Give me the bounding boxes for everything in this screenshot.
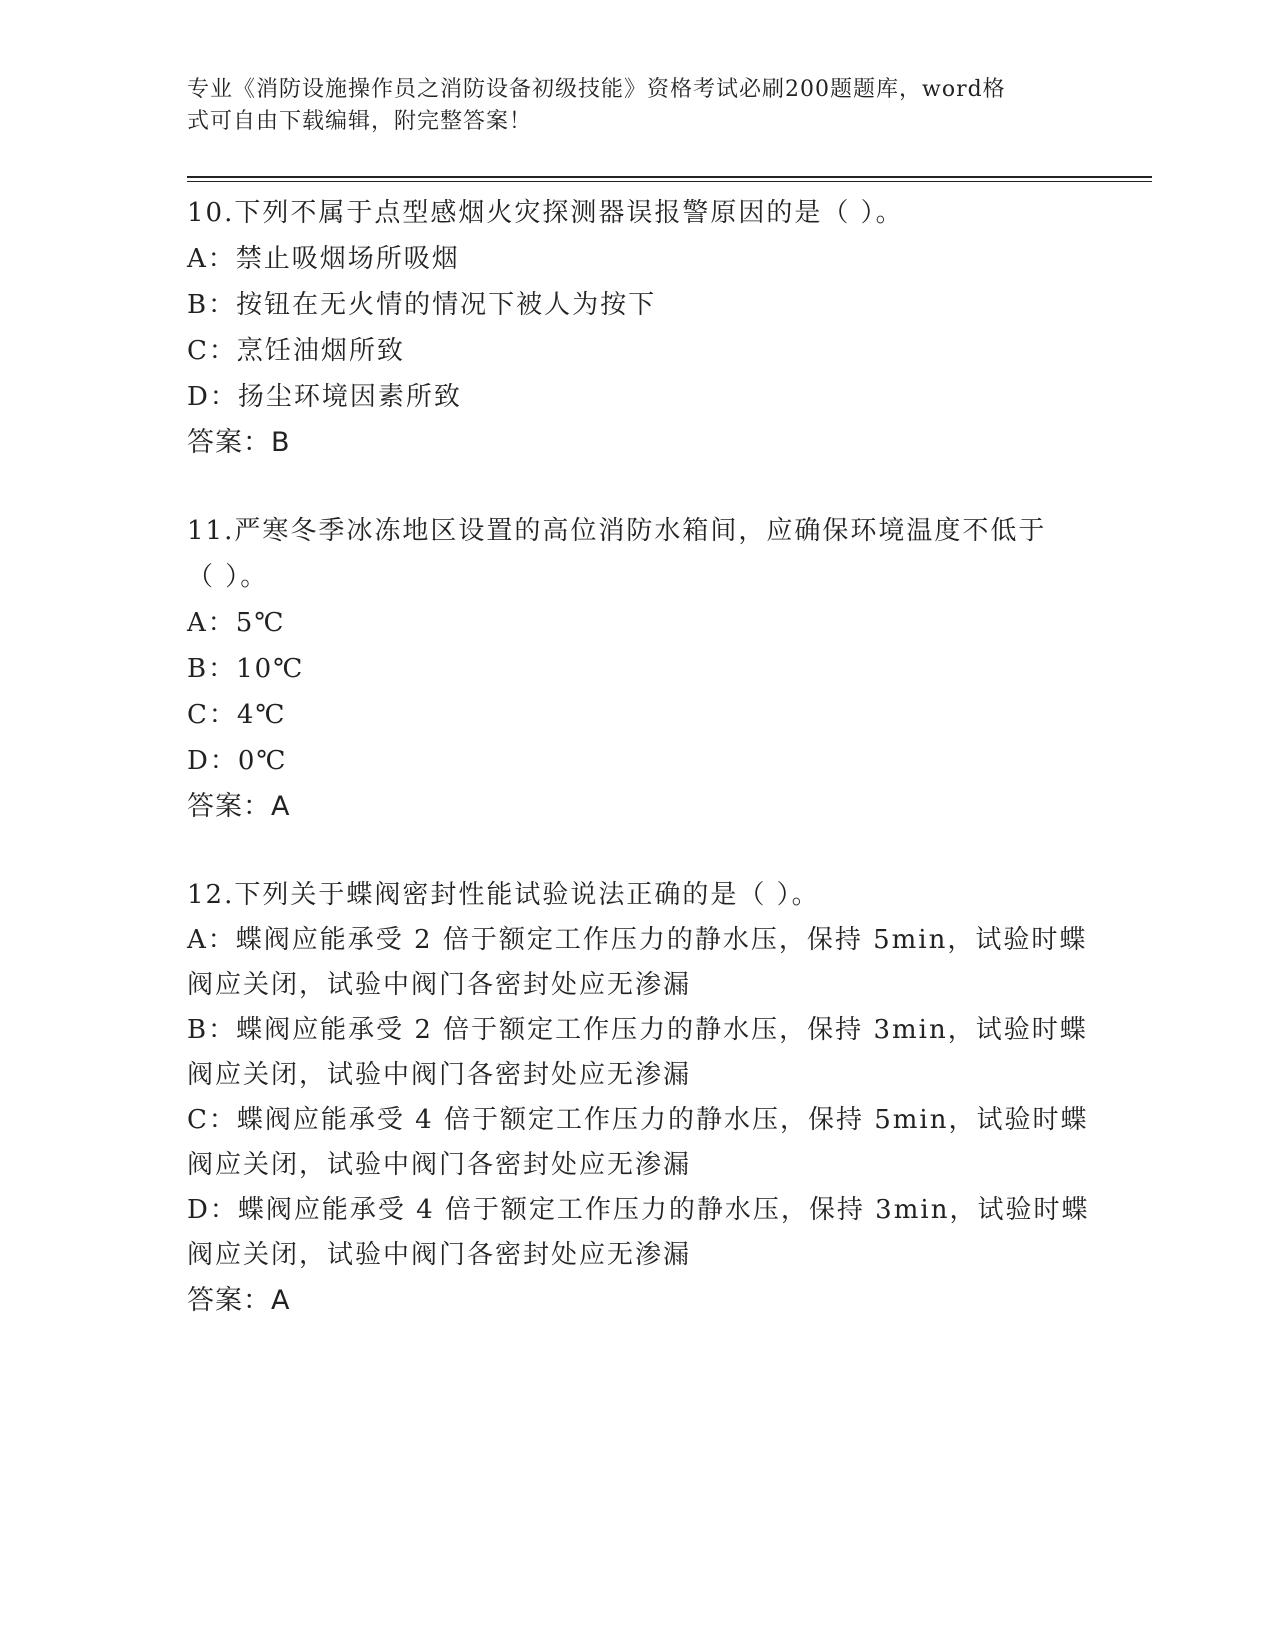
header-divider-thick	[187, 176, 1152, 178]
question-10	[187, 190, 1087, 466]
option-b: B：蝶阀应能承受 2 倍于额定工作压力的静水压，保持 3min，试验时蝶	[187, 1015, 1088, 1045]
header-line-1: 专业《消防设施操作员之消防设备初级技能》资格考试必刷200题题库，word格	[187, 77, 1006, 102]
option-c: C：蝶阀应能承受 4 倍于额定工作压力的静水压，保持 5min，试验时蝶	[187, 1105, 1089, 1135]
answer-line: 答案：B	[187, 427, 291, 458]
question-stem: 10.下列不属于点型感烟火灾探测器误报警原因的是（ ）。	[187, 198, 904, 228]
answer-line: 答案：A	[187, 1285, 291, 1316]
option-a: A：5℃	[187, 608, 286, 638]
header-divider-thin	[187, 181, 1152, 182]
option-d: D：蝶阀应能承受 4 倍于额定工作压力的静水压，保持 3min，试验时蝶	[187, 1195, 1090, 1225]
option-d: D：扬尘环境因素所致	[187, 382, 462, 412]
option-b: B：按钮在无火情的情况下被人为按下	[187, 290, 657, 320]
document-header	[187, 74, 1067, 138]
question-11	[187, 508, 1087, 830]
question-spacer	[187, 466, 1087, 508]
answer-line: 答案：A	[187, 791, 291, 822]
question-stem: 12.下列关于蝶阀密封性能试验说法正确的是（ ）。	[187, 880, 820, 910]
option-d: D：0℃	[187, 746, 288, 776]
option-a-continued: 阀应关闭，试验中阀门各密封处应无渗漏	[187, 970, 692, 1000]
option-b-continued: 阀应关闭，试验中阀门各密封处应无渗漏	[187, 1060, 692, 1090]
option-a: A：禁止吸烟场所吸烟	[187, 244, 460, 274]
option-a: A：蝶阀应能承受 2 倍于额定工作压力的静水压，保持 5min，试验时蝶	[187, 925, 1088, 955]
option-c: C：烹饪油烟所致	[187, 336, 405, 366]
option-d-continued: 阀应关闭，试验中阀门各密封处应无渗漏	[187, 1240, 692, 1270]
option-c: C：4℃	[187, 700, 287, 730]
question-12	[187, 872, 1090, 1324]
question-stem-continued: （ ）。	[187, 562, 269, 592]
question-stem: 11.严寒冬季冰冻地区设置的高位消防水箱间，应确保环境温度不低于	[187, 516, 1047, 546]
question-spacer	[187, 830, 1087, 872]
header-line-2: 式可自由下载编辑，附完整答案！	[187, 109, 533, 134]
option-c-continued: 阀应关闭，试验中阀门各密封处应无渗漏	[187, 1150, 692, 1180]
option-b: B：10℃	[187, 654, 305, 684]
question-list	[187, 190, 1090, 1324]
